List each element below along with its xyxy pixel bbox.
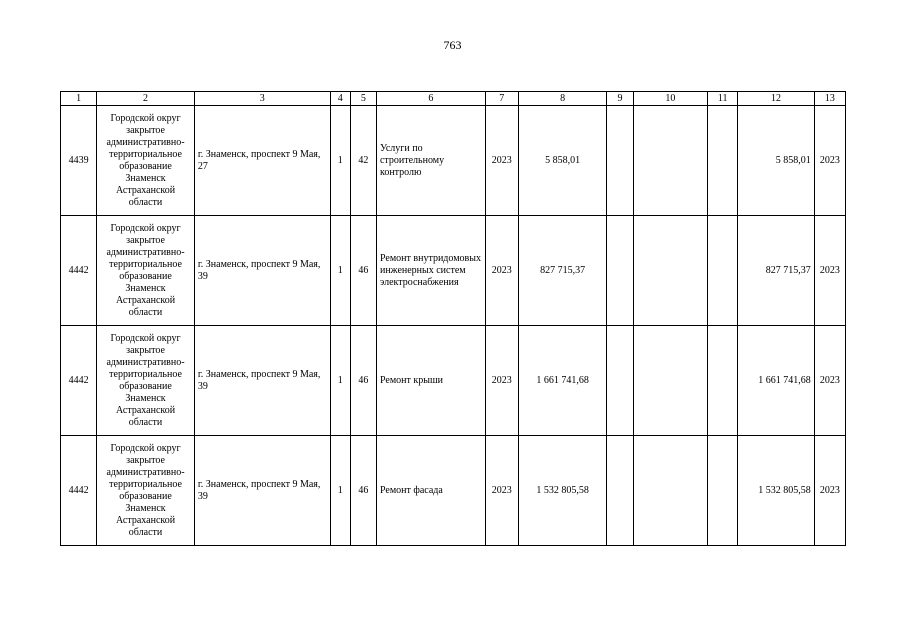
col11-cell [708, 326, 738, 436]
organization-cell: Городской округ закрытое административно-территориальное образование Знаменск Астраханской области [97, 216, 195, 326]
col12-cell: 827 715,37 [738, 216, 814, 326]
year-cell: 2023 [485, 216, 518, 326]
col9-cell [607, 216, 633, 326]
col10-cell [633, 326, 707, 436]
col5-cell: 42 [350, 106, 376, 216]
column-header: 12 [738, 92, 814, 106]
row-id-cell: 4442 [61, 436, 97, 546]
col11-cell [708, 106, 738, 216]
register-table [60, 91, 846, 546]
year-cell: 2023 [485, 326, 518, 436]
year-cell: 2023 [485, 436, 518, 546]
col5-cell: 46 [350, 436, 376, 546]
organization-cell: Городской округ закрытое административно-территориальное образование Знаменск Астраханской области [97, 436, 195, 546]
work-type-cell: Ремонт крыши [376, 326, 485, 436]
table-row [61, 326, 846, 436]
total-cost-cell: 827 715,37 [518, 216, 607, 326]
column-header: 10 [633, 92, 707, 106]
col9-cell [607, 436, 633, 546]
column-header: 4 [330, 92, 350, 106]
total-cost-cell: 1 532 805,58 [518, 436, 607, 546]
table-row [61, 106, 846, 216]
column-header: 5 [350, 92, 376, 106]
col12-cell: 1 532 805,58 [738, 436, 814, 546]
column-header: 11 [708, 92, 738, 106]
column-header: 13 [814, 92, 845, 106]
col10-cell [633, 106, 707, 216]
col5-cell: 46 [350, 326, 376, 436]
column-header: 2 [97, 92, 195, 106]
col11-cell [708, 216, 738, 326]
table-row [61, 436, 846, 546]
col5-cell: 46 [350, 216, 376, 326]
col12-cell: 1 661 741,68 [738, 326, 814, 436]
col13-cell: 2023 [814, 436, 845, 546]
col9-cell [607, 326, 633, 436]
col10-cell [633, 436, 707, 546]
col12-cell: 5 858,01 [738, 106, 814, 216]
col9-cell [607, 106, 633, 216]
row-id-cell: 4442 [61, 216, 97, 326]
col10-cell [633, 216, 707, 326]
address-cell: г. Знаменск, проспект 9 Мая, 39 [194, 436, 330, 546]
work-type-cell: Ремонт внутридомовых инженерных систем электроснабжения [376, 216, 485, 326]
col4-cell: 1 [330, 106, 350, 216]
work-type-cell: Ремонт фасада [376, 436, 485, 546]
work-type-cell: Услуги по строительному контролю [376, 106, 485, 216]
row-id-cell: 4442 [61, 326, 97, 436]
total-cost-cell: 1 661 741,68 [518, 326, 607, 436]
column-header: 6 [376, 92, 485, 106]
year-cell: 2023 [485, 106, 518, 216]
table-row [61, 216, 846, 326]
address-cell: г. Знаменск, проспект 9 Мая, 39 [194, 216, 330, 326]
address-cell: г. Знаменск, проспект 9 Мая, 27 [194, 106, 330, 216]
page-number: 763 [443, 38, 462, 52]
col13-cell: 2023 [814, 216, 845, 326]
organization-cell: Городской округ закрытое административно-территориальное образование Знаменск Астраханской области [97, 326, 195, 436]
address-cell: г. Знаменск, проспект 9 Мая, 39 [194, 326, 330, 436]
organization-cell: Городской округ закрытое административно-территориальное образование Знаменск Астраханской области [97, 106, 195, 216]
col13-cell: 2023 [814, 106, 845, 216]
row-id-cell: 4439 [61, 106, 97, 216]
col4-cell: 1 [330, 216, 350, 326]
column-header: 7 [485, 92, 518, 106]
col11-cell [708, 436, 738, 546]
col4-cell: 1 [330, 326, 350, 436]
column-header: 8 [518, 92, 607, 106]
col13-cell: 2023 [814, 326, 845, 436]
total-cost-cell: 5 858,01 [518, 106, 607, 216]
column-header: 3 [194, 92, 330, 106]
table-header-row [61, 92, 846, 106]
column-header: 9 [607, 92, 633, 106]
column-header: 1 [61, 92, 97, 106]
col4-cell: 1 [330, 436, 350, 546]
